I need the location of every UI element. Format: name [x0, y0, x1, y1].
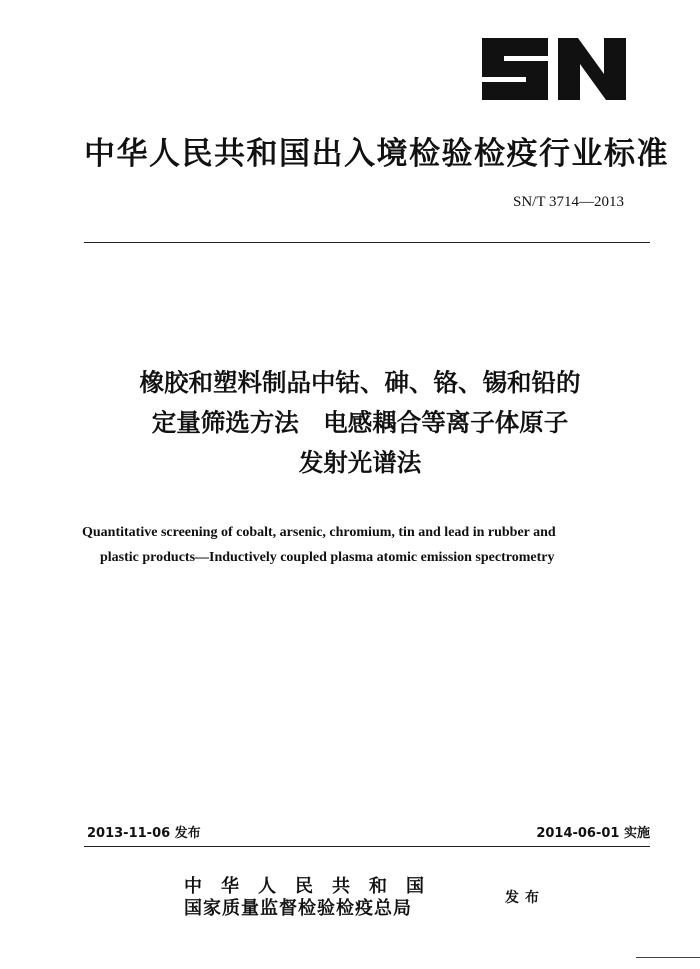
chinese-title-line: 定量筛选方法 电感耦合等离子体原子 — [151, 408, 569, 437]
sn-logo-graphic — [478, 30, 630, 108]
english-title — [82, 520, 662, 570]
chinese-title-line: 橡胶和塑料制品中钴、砷、铬、锡和铅的 — [139, 368, 581, 397]
header-divider — [84, 242, 650, 243]
chinese-title-line: 发射光谱法 — [298, 448, 422, 477]
issue-date: 2013-11-06 发布 — [87, 826, 201, 841]
publisher-line: 中华人民共和国 — [184, 876, 443, 897]
publisher-line: 国家质量监督检验检疫总局 — [184, 898, 412, 919]
english-title-line: plastic products—Inductively coupled plasma atomic emission spectrometry — [100, 550, 555, 565]
footer-divider — [84, 846, 650, 847]
chinese-title — [70, 363, 650, 483]
implementation-date: 2014-06-01 实施 — [536, 826, 650, 841]
standard-code: SN/T 3714—2013 — [513, 194, 624, 210]
english-title-line: Quantitative screening of cobalt, arsenic, chromium, tin and lead in rubber and — [82, 525, 556, 540]
industry-standard-title: 中华人民共和国出入境检验检疫行业标准 — [84, 136, 669, 172]
publisher — [184, 876, 443, 920]
edge-mark — [636, 957, 700, 958]
sn-logo — [478, 30, 630, 108]
publisher-action: 发布 — [505, 890, 545, 906]
